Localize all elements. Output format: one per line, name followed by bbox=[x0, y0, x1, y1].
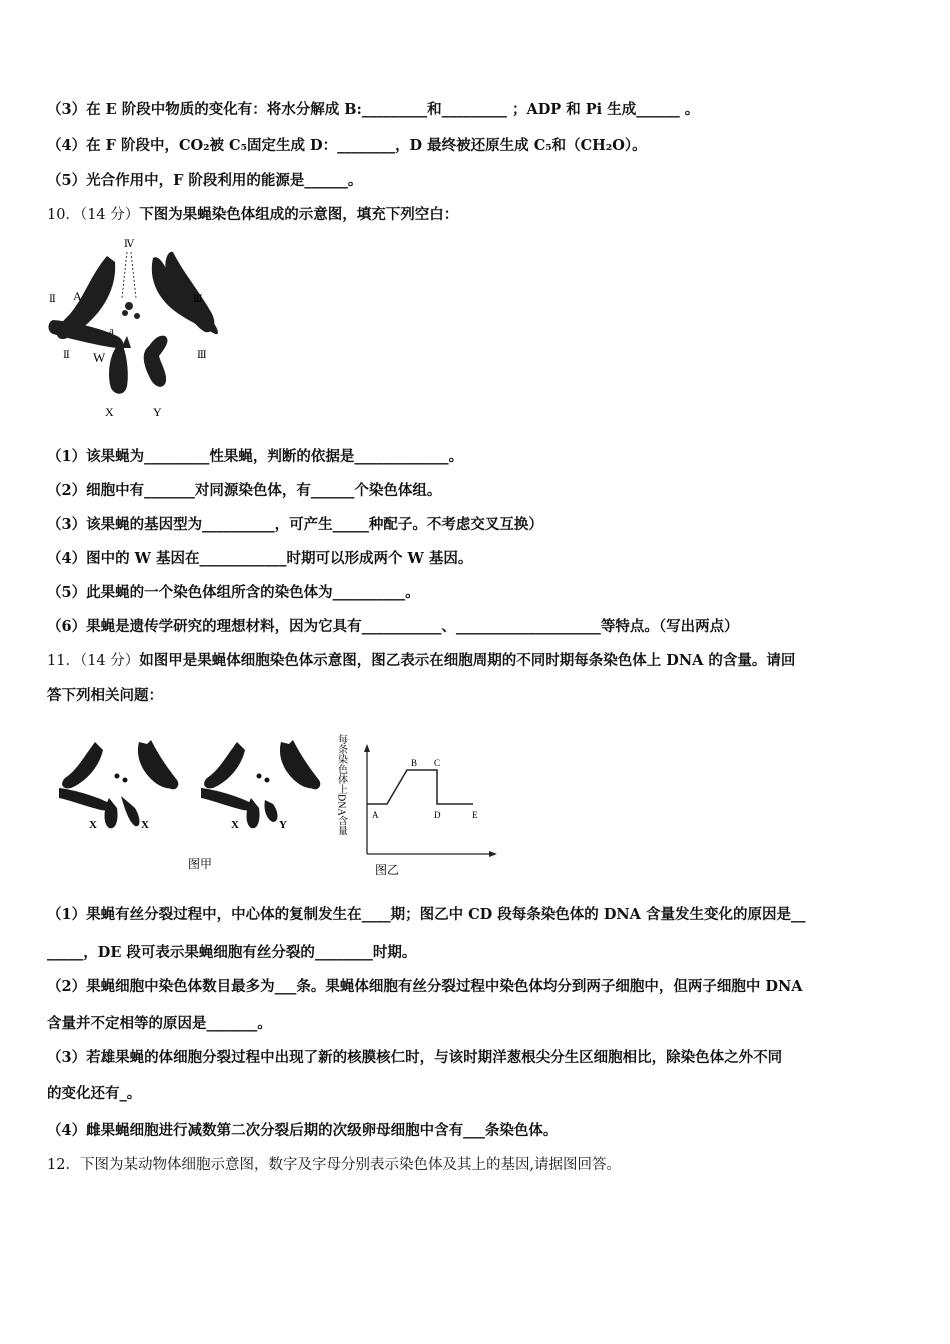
graph-y-arrow bbox=[364, 744, 370, 752]
q11-stem-line2: 答下列相关问题： bbox=[47, 687, 163, 704]
q9-part3: （3）在 E 阶段中物质的变化有：将水分解成 B:_________和_________ ；ADP 和 Pi 生成______ 。 bbox=[47, 101, 700, 118]
label-iv: Ⅳ bbox=[124, 239, 134, 250]
label-gene-a-upper: A bbox=[73, 289, 82, 303]
q11-part4: （4）雌果蝇细胞进行减数第二次分裂后期的次级卵母细胞中含有___条染色体。 bbox=[47, 1122, 558, 1139]
q10-stem bbox=[47, 205, 458, 225]
cell1-chromosome-x-2 bbox=[121, 796, 140, 826]
q11-stem-line1 bbox=[47, 651, 795, 671]
q10-part3: （3）该果蝇的基因型为__________，可产生_____种配子。不考虑交叉互换） bbox=[47, 516, 543, 533]
cell1-chromosome-left-lower bbox=[59, 788, 110, 810]
centromere-dot-right bbox=[134, 313, 140, 319]
chromosome-iv-right bbox=[131, 252, 136, 298]
cell2-dot-2 bbox=[265, 778, 270, 783]
q11-figures bbox=[55, 730, 505, 885]
label-y: Y bbox=[153, 405, 162, 419]
fig-jia-cell-2 bbox=[201, 740, 320, 831]
fig-yi-graph bbox=[336, 733, 498, 877]
graph-y-axis-label: 每条染色体上DNA含量 bbox=[335, 734, 347, 836]
cell2-label-left: X bbox=[231, 819, 239, 831]
label-gene-w: W bbox=[93, 350, 106, 365]
q11-part2-line2: 含量并不定相等的原因是_______。 bbox=[47, 1015, 272, 1032]
label-x: X bbox=[105, 405, 114, 419]
cell1-label-right: X bbox=[141, 819, 149, 831]
cell1-dot-1 bbox=[115, 774, 120, 779]
label-gene-a-lower: a bbox=[109, 325, 114, 337]
graph-point-c: C bbox=[434, 758, 441, 768]
q11-part3-line2: 的变化还有_。 bbox=[47, 1085, 142, 1102]
chromosome-iv-left bbox=[122, 252, 127, 298]
graph-point-d: D bbox=[434, 810, 441, 820]
cell1-label-left: X bbox=[89, 819, 97, 831]
cell2-dot-1 bbox=[257, 774, 262, 779]
graph-x-arrow bbox=[489, 851, 497, 857]
fruit-fly-chromosome-figure bbox=[45, 236, 225, 421]
q9-part4: （4）在 F 阶段中，CO₂被 C₅固定生成 D：________，D 最终被还原生成 C₅和（CH₂O）。 bbox=[47, 137, 647, 154]
graph-point-e: E bbox=[472, 810, 478, 820]
centromere-iv bbox=[125, 302, 133, 310]
label-ii-bottom: Ⅱ bbox=[63, 350, 70, 361]
caption-yi: 图乙 bbox=[375, 863, 400, 877]
centromere-dot-left bbox=[122, 310, 128, 316]
label-iii-top: Ⅲ bbox=[193, 294, 203, 305]
q11-part2-line1: （2）果蝇细胞中染色体数目最多为___条。果蝇体细胞有丝分裂过程中染色体均分到两子细胞中，但两子细胞中 DNA bbox=[47, 978, 803, 995]
cell2-label-right: Y bbox=[279, 819, 287, 831]
q11-stem-text-1: 如图甲是果蝇体细胞染色体示意图，图乙表示在细胞周期的不同时期每条染色体上 DNA 的含量。请回 bbox=[139, 652, 796, 669]
q11-part1-line2: _____，DE 段可表示果蝇细胞有丝分裂的________时期。 bbox=[47, 944, 417, 961]
graph-dna-curve bbox=[367, 770, 473, 804]
fig-jia-cell-1 bbox=[59, 740, 178, 831]
q11-part1-line1: （1）果蝇有丝分裂过程中，中心体的复制发生在____期；图乙中 CD 段每条染色体的 DNA 含量发生变化的原因是__ bbox=[47, 906, 806, 923]
q11-part3-line1: （3）若雄果蝇的体细胞分裂过程中出现了新的核膜核仁时，与该时期洋葱根尖分生区细胞相比，除染色体之外不同 bbox=[47, 1049, 783, 1066]
cell2-chromosome-left-upper bbox=[204, 742, 245, 788]
q10-part4: （4）图中的 W 基因在____________时期可以形成两个 W 基因。 bbox=[47, 550, 473, 567]
graph-point-b: B bbox=[411, 758, 418, 768]
cell2-chromosome-left-lower bbox=[201, 788, 252, 810]
label-iii-bottom: Ⅲ bbox=[197, 350, 207, 361]
q9-part5: （5）光合作用中，F 阶段利用的能源是______。 bbox=[47, 172, 363, 189]
chromosome-x bbox=[109, 346, 128, 394]
cell2-chromosome-y bbox=[264, 800, 277, 822]
q10-part5: （5）此果蝇的一个染色体组所含的染色体为__________。 bbox=[47, 584, 420, 601]
cell1-chromosome-left-upper bbox=[62, 742, 103, 788]
q10-number: 10．（14 分） bbox=[47, 207, 140, 223]
q10-part6: （6）果蝇是遗传学研究的理想材料，因为它具有___________、____________________等特点。（写出两点） bbox=[47, 618, 739, 635]
q12-stem: 12．下图为某动物体细胞示意图，数字及字母分别表示染色体及其上的基因,请据图回答。 bbox=[47, 1157, 622, 1173]
q10-part1: （1）该果蝇为_________性果蝇，判断的依据是_____________。 bbox=[47, 448, 464, 465]
caption-jia: 图甲 bbox=[188, 857, 213, 871]
q11-number: 11．（14 分） bbox=[47, 653, 140, 669]
label-ii-top: Ⅱ bbox=[49, 294, 56, 305]
graph-point-a: A bbox=[372, 810, 379, 820]
q10-part2: （2）细胞中有_______对同源染色体，有______个染色体组。 bbox=[47, 482, 442, 499]
cell1-dot-2 bbox=[123, 778, 128, 783]
q10-stem-text: 下图为果蝇染色体组成的示意图，填充下列空白： bbox=[139, 206, 459, 223]
chromosome-y bbox=[144, 336, 168, 387]
